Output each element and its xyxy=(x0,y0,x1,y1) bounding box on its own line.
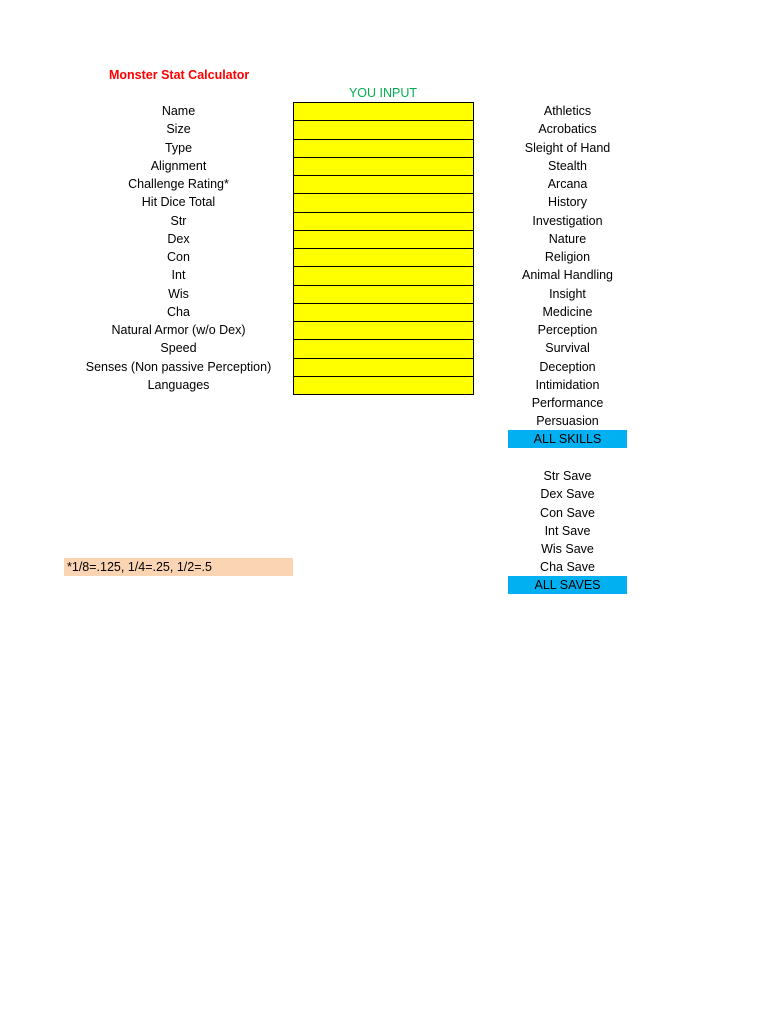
input-cell-senses[interactable] xyxy=(294,359,473,377)
all-saves-cell[interactable]: ALL SAVES xyxy=(508,576,627,594)
input-cell-languages[interactable] xyxy=(294,377,473,395)
input-cell-speed[interactable] xyxy=(294,340,473,358)
save-label: Str Save xyxy=(543,469,592,483)
skill-label: Athletics xyxy=(543,104,592,118)
skill-label: Acrobatics xyxy=(538,122,597,137)
skill-label: Sleight of Hand xyxy=(524,140,611,155)
input-cell-type[interactable] xyxy=(294,140,473,158)
stat-label: Wis xyxy=(168,286,189,301)
save-label: Wis Save xyxy=(541,542,594,556)
input-cell-cha[interactable] xyxy=(294,304,473,322)
skill-label: Insight xyxy=(549,286,586,301)
stat-label-column xyxy=(64,102,293,394)
skill-label: Animal Handling xyxy=(521,268,614,283)
stat-label: Speed xyxy=(160,341,197,356)
stat-label: Str xyxy=(170,213,187,228)
skill-label: Medicine xyxy=(542,304,593,319)
skill-label: Investigation xyxy=(532,213,603,228)
stat-label: Languages xyxy=(147,377,210,392)
all-skills-cell[interactable]: ALL SKILLS xyxy=(508,430,627,448)
stat-label: Con xyxy=(167,250,190,264)
input-cell-name[interactable] xyxy=(294,103,473,121)
input-cell-int[interactable] xyxy=(294,267,473,285)
stat-label: Name xyxy=(161,104,196,118)
skill-label: Performance xyxy=(531,396,604,410)
input-cell-con[interactable] xyxy=(294,249,473,267)
input-cell-dex[interactable] xyxy=(294,231,473,249)
input-cell-size[interactable] xyxy=(294,121,473,139)
sheet-title: Monster Stat Calculator xyxy=(109,68,250,82)
skill-label: Perception xyxy=(537,323,598,337)
stat-label: Natural Armor (w/o Dex) xyxy=(111,323,246,337)
skill-label: Deception xyxy=(539,359,596,374)
stat-label: Hit Dice Total xyxy=(141,195,216,210)
skill-label: Stealth xyxy=(548,158,587,173)
input-cell-challenge-rating[interactable] xyxy=(294,176,473,194)
stat-label: Challenge Rating* xyxy=(128,177,229,191)
skill-label: Nature xyxy=(548,231,587,246)
skill-label: Survival xyxy=(545,341,590,356)
skill-label: Intimidation xyxy=(535,377,600,392)
stat-label: Cha xyxy=(167,304,190,319)
stat-label: Size xyxy=(166,122,191,137)
save-label: Cha Save xyxy=(540,560,595,575)
input-cell-alignment[interactable] xyxy=(294,158,473,176)
stat-input-column xyxy=(293,102,474,395)
save-label: Con Save xyxy=(540,505,595,520)
input-cell-wis[interactable] xyxy=(294,286,473,304)
save-label: Int Save xyxy=(544,523,591,538)
skill-label: Persuasion xyxy=(536,414,599,429)
input-cell-hit-dice-total[interactable] xyxy=(294,194,473,212)
stat-label: Int xyxy=(171,268,186,283)
stat-label: Senses (Non passive Perception) xyxy=(85,359,272,374)
input-cell-str[interactable] xyxy=(294,213,473,231)
skill-label: Religion xyxy=(544,250,591,264)
stat-label: Dex xyxy=(167,231,190,246)
skill-label: History xyxy=(548,195,587,210)
stat-label: Alignment xyxy=(150,158,207,173)
skills-column xyxy=(508,102,627,431)
challenge-rating-note: *1/8=.125, 1/4=.25, 1/2=.5 xyxy=(64,558,293,576)
skill-label: Arcana xyxy=(547,177,588,191)
save-label: Dex Save xyxy=(540,487,595,502)
saves-column xyxy=(508,467,627,577)
stat-label: Type xyxy=(164,140,193,155)
input-cell-natural-armor[interactable] xyxy=(294,322,473,340)
input-column-header: YOU INPUT xyxy=(348,86,418,100)
